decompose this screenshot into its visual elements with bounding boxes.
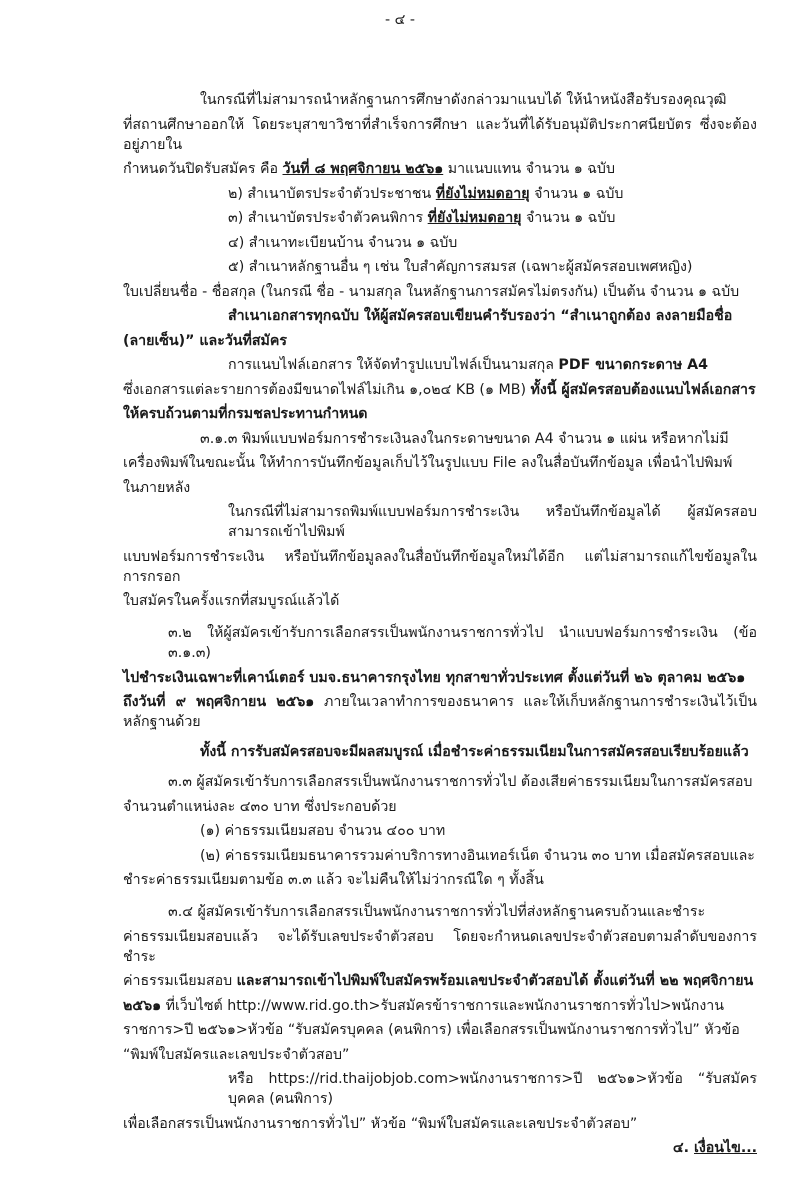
emphasized-text: PDF ขนาดกระดาษ A4	[558, 357, 708, 373]
emphasized-text: ถึงวันที่ ๙ พฤศจิกายน ๒๕๖๑	[123, 694, 315, 710]
text-line	[228, 208, 757, 228]
text-line	[200, 846, 757, 866]
text-run: ๕) สำเนาหลักฐานอื่น ๆ เช่น ใบสำคัญการสมรส (เฉพาะผู้สมัครสอบเพศหญิง)	[228, 259, 693, 275]
text-line	[200, 821, 757, 841]
text-line	[123, 668, 757, 688]
text-line	[228, 184, 757, 204]
text-line	[123, 478, 757, 498]
text-line	[228, 355, 757, 375]
text-run: ใบเปลี่ยนชื่อ - ชื่อสกุล (ในกรณี ชื่อ - นามสกุล ในหลักฐานการสมัครไม่ตรงกัน) เป็นต้น จำนวน ๑ ฉบับ	[123, 283, 740, 300]
text-run: ใบสมัครในครั้งแรกที่สมบูรณ์แล้วได้	[123, 593, 340, 609]
text-run: (๒) ค่าธรรมเนียมธนาคารรวมค่าบริการทางอินเทอร์เน็ต จำนวน ๓๐ บาท เมื่อสมัครสอบและ	[200, 847, 755, 864]
text-line	[123, 927, 757, 967]
text-line	[123, 870, 757, 890]
emphasized-text: วันที่ ๘ พฤศจิกายน ๒๕๖๑	[282, 161, 444, 177]
text-line	[228, 306, 757, 326]
emphasized-text: ทั้งนี้ การรับสมัครสอบจะมีผลสมบูรณ์ เมื่อชำระค่าธรรมเนียมในการสมัครสอบเรียบร้อยแล้ว	[200, 744, 749, 760]
text-run: เพื่อเลือกสรรเป็นพนักงานราชการทั่วไป” หัวข้อ “พิมพ์ใบสมัครและเลขประจำตัวสอบ”	[123, 1115, 638, 1132]
text-line	[168, 772, 757, 792]
text-run: หรือ https://rid.thaijobjob.com>พนักงานราชการ>ปี ๒๕๖๑>หัวข้อ “รับสมัครบุคคล (คนพิการ)	[228, 1071, 757, 1107]
emphasized-text: สำเนาเอกสารทุกฉบับ ให้ผู้สมัครสอบเขียนคำรับรองว่า “สำเนาถูกต้อง ลงลายมือชื่อ	[228, 308, 733, 324]
text-run: การแนบไฟล์เอกสาร ให้จัดทำรูปแบบไฟล์เป็นนามสกุล	[228, 357, 559, 373]
text-run: ที่สถานศึกษาออกให้ โดยระบุสาขาวิชาที่สำเร็จการศึกษา และวันที่ได้รับอนุมัติประกาศนียบัตร ซึ่งจะต้องอยู่ภายใน	[123, 116, 757, 153]
emphasized-text: ให้ครบถ้วนตามที่กรมชลประทานกำหนด	[123, 406, 368, 422]
text-run: ๒) สำเนาบัตรประจำตัวประชาชน	[228, 185, 436, 202]
text-run: ในภายหลัง	[123, 479, 191, 496]
text-run: ที่เว็บไซต์ http://www.rid.go.th>รับสมัครข้าราชการและพนักงานราชการทั่วไป>พนักงาน	[161, 997, 724, 1014]
text-line	[168, 902, 757, 922]
text-run: จำนวนตำแหน่งละ ๔๓๐ บาท ซึ่งประกอบด้วย	[123, 798, 397, 815]
text-line	[123, 404, 757, 424]
text-run: ค่าธรรมเนียมสอบแล้ว จะได้รับเลขประจำตัวสอบ โดยจะกำหนดเลขประจำตัวสอบตามลำดับของการชำระ	[123, 928, 757, 965]
text-run: ๔) สำเนาทะเบียนบ้าน จำนวน ๑ ฉบับ	[228, 234, 458, 251]
emphasized-text: ๔.	[672, 1140, 694, 1156]
text-line	[123, 996, 757, 1016]
text-line	[123, 1045, 757, 1065]
text-line	[200, 90, 757, 110]
text-line	[123, 115, 757, 155]
text-run: ซึ่งเอกสารแต่ละรายการต้องมีขนาดไฟล์ไม่เกิน ๑,๐๒๔ KB (๑ MB)	[123, 381, 531, 398]
text-run: ๓.๓ ผู้สมัครเข้ารับการเลือกสรรเป็นพนักงานราชการทั่วไป ต้องเสียค่าธรรมเนียมในการสมัครสอบ	[168, 774, 753, 790]
emphasized-text: ทั้งนี้ ผู้สมัครสอบต้องแนบไฟล์เอกสาร	[530, 381, 756, 398]
text-run: ราชการ>ปี ๒๕๖๑>หัวข้อ “รับสมัครบุคคล (คนพิการ) เพื่อเลือกสรรเป็นพนักงานราชการทั่วไป” หัวข้อ	[123, 1022, 740, 1038]
text-line	[228, 1069, 757, 1109]
text-run: ๓.๑.๓ พิมพ์แบบฟอร์มการชำระเงินลงในกระดาษขนาด A4 จำนวน ๑ แผ่น หรือหากไม่มี	[200, 430, 729, 447]
emphasized-text: เงื่อนไข...	[694, 1140, 757, 1156]
text-line	[123, 797, 757, 817]
text-run: กำหนดวันปิดรับสมัคร คือ	[123, 161, 283, 177]
text-line	[228, 233, 757, 253]
text-line	[123, 331, 757, 351]
text-run: (๑) ค่าธรรมเนียมสอบ จำนวน ๔๐๐ บาท	[200, 823, 446, 839]
text-line	[123, 547, 757, 587]
emphasized-text: และสามารถเข้าไปพิมพ์ใบสมัครพร้อมเลขประจำตัวสอบได้ ตั้งแต่วันที่ ๒๒ พฤศจิกายน	[236, 973, 754, 989]
text-line	[200, 429, 757, 449]
text-line	[123, 282, 757, 302]
text-run: ในกรณีที่ไม่สามารถพิมพ์แบบฟอร์มการชำระเงิน หรือบันทึกข้อมูลได้ ผู้สมัครสอบสามารถเข้าไปพิมพ์	[228, 504, 757, 540]
text-run: จำนวน ๑ ฉบับ	[529, 185, 624, 202]
text-line	[228, 502, 757, 542]
text-line	[123, 591, 757, 611]
text-line	[228, 257, 757, 277]
text-line	[200, 742, 757, 762]
text-line	[123, 159, 757, 179]
text-line	[123, 453, 757, 473]
text-run: ๓) สำเนาบัตรประจำตัวคนพิการ	[228, 210, 428, 226]
text-run: เครื่องพิมพ์ในขณะนั้น ให้ทำการบันทึกข้อมูลเก็บไว้ในรูปแบบ File ลงในสื่อบันทึกข้อมูล เพื่อนำไปพิมพ์	[123, 455, 733, 471]
page-number: - ๔ -	[385, 12, 415, 28]
text-line	[123, 692, 757, 732]
text-run: ภายในเวลาทำการของธนาคาร และให้เก็บหลักฐานการชำระเงินไว้เป็นหลักฐานด้วย	[123, 694, 757, 730]
text-run: มาแนบแทน จำนวน ๑ ฉบับ	[443, 161, 615, 177]
document-body	[0, 34, 800, 1203]
text-line	[123, 1114, 757, 1134]
emphasized-text: ๒๕๖๑	[123, 997, 162, 1014]
emphasized-text: ที่ยังไม่หมดอายุ	[427, 210, 522, 226]
text-line	[123, 971, 757, 991]
text-run: ๓.๔ ผู้สมัครเข้ารับการเลือกสรรเป็นพนักงานราชการทั่วไปที่ส่งหลักฐานครบถ้วนและชำระ	[168, 904, 706, 920]
text-run: ชำระค่าธรรมเนียมตามข้อ ๓.๓ แล้ว จะไม่คืนให้ไม่ว่ากรณีใด ๆ ทั้งสิ้น	[123, 872, 544, 888]
text-run: ๓.๒ ให้ผู้สมัครเข้ารับการเลือกสรรเป็นพนักงานราชการทั่วไป นำแบบฟอร์มการชำระเงิน (ข้อ ๓.๑.๓)	[168, 625, 757, 661]
text-line	[123, 380, 757, 400]
text-run: ค่าธรรมเนียมสอบ	[123, 973, 237, 989]
text-run: จำนวน ๑ ฉบับ	[521, 210, 616, 226]
text-run: แบบฟอร์มการชำระเงิน หรือบันทึกข้อมูลลงในสื่อบันทึกข้อมูลใหม่ได้อีก แต่ไม่สามารถแก้ไขข้อมูลในการกรอก	[123, 548, 757, 585]
emphasized-text: ที่ยังไม่หมดอายุ	[435, 185, 530, 202]
text-run: “พิมพ์ใบสมัครและเลขประจำตัวสอบ”	[123, 1046, 350, 1063]
emphasized-text: (ลายเซ็น)” และวันที่สมัคร	[123, 332, 287, 349]
emphasized-text: ไปชำระเงินเฉพาะที่เคาน์เตอร์ บมจ.ธนาคารกรุงไทย ทุกสาขาทั่วประเทศ ตั้งแต่วันที่ ๒๖ ตุลาคม ๒๕๖๑	[123, 669, 746, 686]
text-line	[168, 623, 757, 663]
next-section-heading	[123, 1138, 757, 1158]
text-run: ในกรณีที่ไม่สามารถนำหลักฐานการศึกษาดังกล่าวมาแนบได้ ให้นำหนังสือรับรองคุณวุฒิ	[200, 92, 727, 108]
text-line	[123, 1020, 757, 1040]
